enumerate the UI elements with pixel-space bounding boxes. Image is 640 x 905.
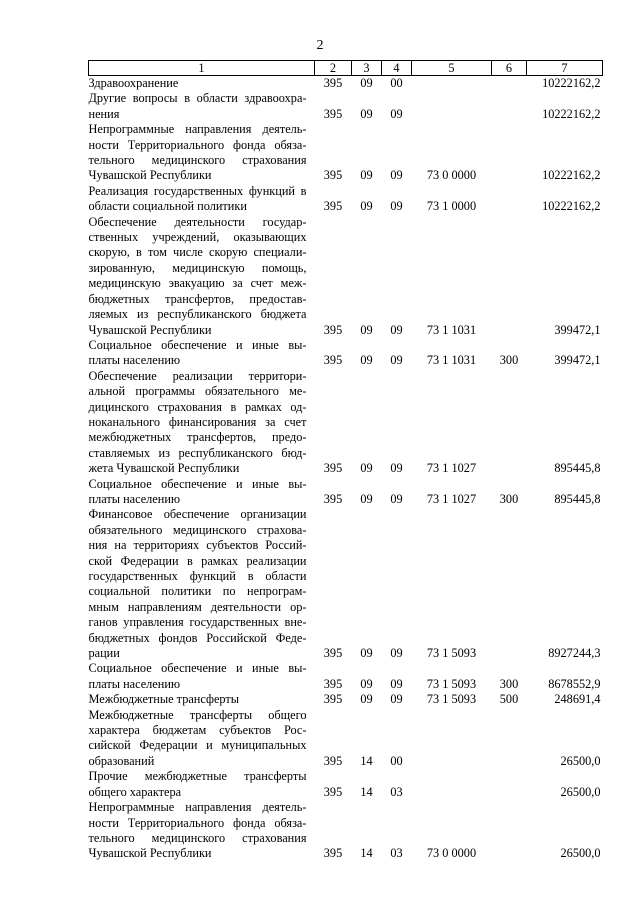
column-number-row — [89, 61, 603, 76]
expense-type-cell — [492, 369, 527, 477]
admin-code-cell: 395 — [323, 199, 343, 214]
row-name-cell: Финансовое обеспечение организации обязательного медицинского страхова-ния на территориях субъектов Россий-ской Федерации в рамках реализации государственных функций в области социальной политики по непрограм-мным направлениям деятельности ор-ганов управления государственных вне-бюджетных фондов Российской Феде-рации — [88, 507, 307, 661]
subsection-code-cell: 09 — [390, 322, 403, 337]
admin-code-cell: 395 — [323, 461, 343, 476]
subsection-code-cell: 00 — [390, 753, 403, 768]
subsection-code-cell: 09 — [390, 168, 403, 183]
subsection-code-cell: 09 — [390, 491, 403, 506]
row-name-cell: Непрограммные направления деятель-ности Территориального фонда обяза-тельного медицинского страхования Чувашской Республики — [88, 800, 307, 861]
section-code-cell: 09 — [360, 168, 373, 183]
row-name-cell: Обеспечение реализации территори-альной программы обязательного ме-дицинского страхования в рамках од-ноканального финансирования за счет межбюджетных трансфертов, предо-ставляемых из республиканского бюд-жета Чувашской Республики — [88, 368, 307, 476]
section-code-cell: 09 — [360, 322, 373, 337]
table-row — [89, 477, 603, 508]
target-item-cell — [412, 708, 492, 770]
column-header-2: 2 — [315, 61, 352, 76]
subsection-code-cell: 00 — [390, 76, 403, 90]
row-name-cell: Прочие межбюджетные трансферты общего характера — [88, 769, 307, 799]
amount-cell: 895445,8 — [554, 491, 601, 506]
column-header-7: 7 — [527, 61, 603, 76]
table-body — [89, 76, 603, 862]
target-item-cell: 73 1 0000 — [426, 199, 477, 214]
subsection-code-cell: 09 — [390, 106, 403, 121]
target-item-cell: 73 1 5093 — [426, 676, 477, 691]
amount-cell: 8678552,9 — [548, 676, 601, 691]
admin-code-cell: 395 — [323, 491, 343, 506]
column-header-6: 6 — [492, 61, 527, 76]
admin-code-cell: 395 — [323, 676, 343, 691]
section-code-cell: 09 — [360, 676, 373, 691]
target-item-cell: 73 1 1027 — [426, 461, 477, 476]
subsection-code-cell: 03 — [390, 784, 403, 799]
table-row — [89, 708, 603, 770]
expense-type-cell: 500 — [499, 692, 519, 707]
expense-type-cell — [492, 507, 527, 661]
target-item-cell: 73 1 1031 — [426, 322, 477, 337]
table-row — [89, 122, 603, 184]
column-header-5: 5 — [412, 61, 492, 76]
admin-code-cell: 395 — [323, 846, 343, 861]
amount-cell: 895445,8 — [554, 461, 601, 476]
admin-code-cell: 395 — [323, 692, 343, 707]
table-row — [89, 76, 603, 92]
target-item-cell — [412, 769, 492, 800]
amount-cell: 10222162,2 — [542, 76, 601, 90]
section-code-cell: 14 — [360, 846, 373, 861]
expense-type-cell — [492, 800, 527, 862]
amount-cell: 399472,1 — [554, 322, 601, 337]
amount-cell: 26500,0 — [560, 784, 601, 799]
amount-cell: 26500,0 — [560, 846, 601, 861]
row-name-cell: Межбюджетные трансферты — [88, 692, 240, 707]
expense-type-cell — [492, 769, 527, 800]
section-code-cell: 14 — [360, 753, 373, 768]
section-code-cell: 09 — [360, 76, 373, 90]
table-row — [89, 215, 603, 338]
expense-type-cell — [492, 215, 527, 338]
subsection-code-cell: 09 — [390, 353, 403, 368]
amount-cell: 26500,0 — [560, 753, 601, 768]
section-code-cell: 09 — [360, 461, 373, 476]
section-code-cell: 14 — [360, 784, 373, 799]
amount-cell: 248691,4 — [554, 692, 601, 707]
row-name-cell: Здравоохранение — [88, 76, 179, 90]
expense-type-cell: 300 — [499, 353, 519, 368]
budget-table — [88, 60, 603, 862]
section-code-cell: 09 — [360, 646, 373, 661]
admin-code-cell: 395 — [323, 322, 343, 337]
admin-code-cell: 395 — [323, 106, 343, 121]
section-code-cell: 09 — [360, 692, 373, 707]
row-name-cell: Реализация государственных функций в области социальной политики — [88, 183, 307, 214]
table-row — [89, 338, 603, 369]
section-code-cell: 09 — [360, 353, 373, 368]
target-item-cell: 73 0 0000 — [426, 168, 477, 183]
expense-type-cell — [492, 91, 527, 122]
amount-cell: 10222162,2 — [542, 106, 601, 121]
subsection-code-cell: 09 — [390, 692, 403, 707]
expense-type-cell — [492, 76, 527, 92]
row-name-cell: Другие вопросы в области здравоохра-нения — [88, 91, 307, 121]
expense-type-cell: 300 — [499, 491, 519, 506]
table-row — [89, 369, 603, 477]
page-number: 2 — [316, 38, 324, 53]
amount-cell: 8927244,3 — [548, 646, 601, 661]
row-name-cell: Социальное обеспечение и иные вы-платы населению — [88, 337, 307, 368]
row-name-cell: Социальное обеспечение и иные вы-платы населению — [88, 661, 307, 691]
section-code-cell: 09 — [360, 491, 373, 506]
amount-cell: 10222162,2 — [542, 168, 601, 183]
row-name-cell: Межбюджетные трансферты общего характера бюджетам субъектов Рос-сийской Федерации и муниципальных образований — [88, 707, 307, 768]
expense-type-cell — [492, 122, 527, 184]
expense-type-cell: 300 — [499, 676, 519, 691]
table-row — [89, 507, 603, 661]
table-row — [89, 769, 603, 800]
table-row — [89, 91, 603, 122]
row-name-cell: Обеспечение деятельности государ-ственных учреждений, оказывающих скорую, в том числе скорую специали-зированную, медицинскую помощь, медицинскую эвакуацию за счет меж-бюджетных трансфертов, предостав-ляемых из республиканского бюджета Чувашской Республики — [88, 214, 307, 337]
target-item-cell: 73 1 1027 — [426, 491, 477, 506]
subsection-code-cell: 09 — [390, 646, 403, 661]
admin-code-cell: 395 — [323, 76, 343, 90]
column-header-1: 1 — [89, 61, 315, 76]
expense-type-cell — [492, 708, 527, 770]
target-item-cell — [412, 76, 492, 92]
admin-code-cell: 395 — [323, 646, 343, 661]
table-row — [89, 661, 603, 692]
target-item-cell — [412, 91, 492, 122]
expense-type-cell — [492, 184, 527, 215]
column-header-4: 4 — [382, 61, 412, 76]
target-item-cell: 73 1 5093 — [426, 646, 477, 661]
admin-code-cell: 395 — [323, 168, 343, 183]
table-row — [89, 692, 603, 707]
table-row — [89, 184, 603, 215]
admin-code-cell: 395 — [323, 353, 343, 368]
target-item-cell: 73 1 5093 — [426, 692, 477, 707]
subsection-code-cell: 09 — [390, 461, 403, 476]
subsection-code-cell: 09 — [390, 199, 403, 214]
row-name-cell: Непрограммные направления деятель-ности Территориального фонда обяза-тельного медицинского страхования Чувашской Республики — [88, 122, 307, 183]
subsection-code-cell: 09 — [390, 676, 403, 691]
amount-cell: 399472,1 — [554, 353, 601, 368]
admin-code-cell: 395 — [323, 784, 343, 799]
amount-cell: 10222162,2 — [542, 199, 601, 214]
table-row — [89, 800, 603, 862]
column-header-3: 3 — [352, 61, 382, 76]
section-code-cell: 09 — [360, 199, 373, 214]
target-item-cell: 73 1 1031 — [426, 353, 477, 368]
target-item-cell: 73 0 0000 — [426, 846, 477, 861]
row-name-cell: Социальное обеспечение и иные вы-платы населению — [88, 476, 307, 506]
admin-code-cell: 395 — [323, 753, 343, 768]
subsection-code-cell: 03 — [390, 846, 403, 861]
section-code-cell: 09 — [360, 106, 373, 121]
